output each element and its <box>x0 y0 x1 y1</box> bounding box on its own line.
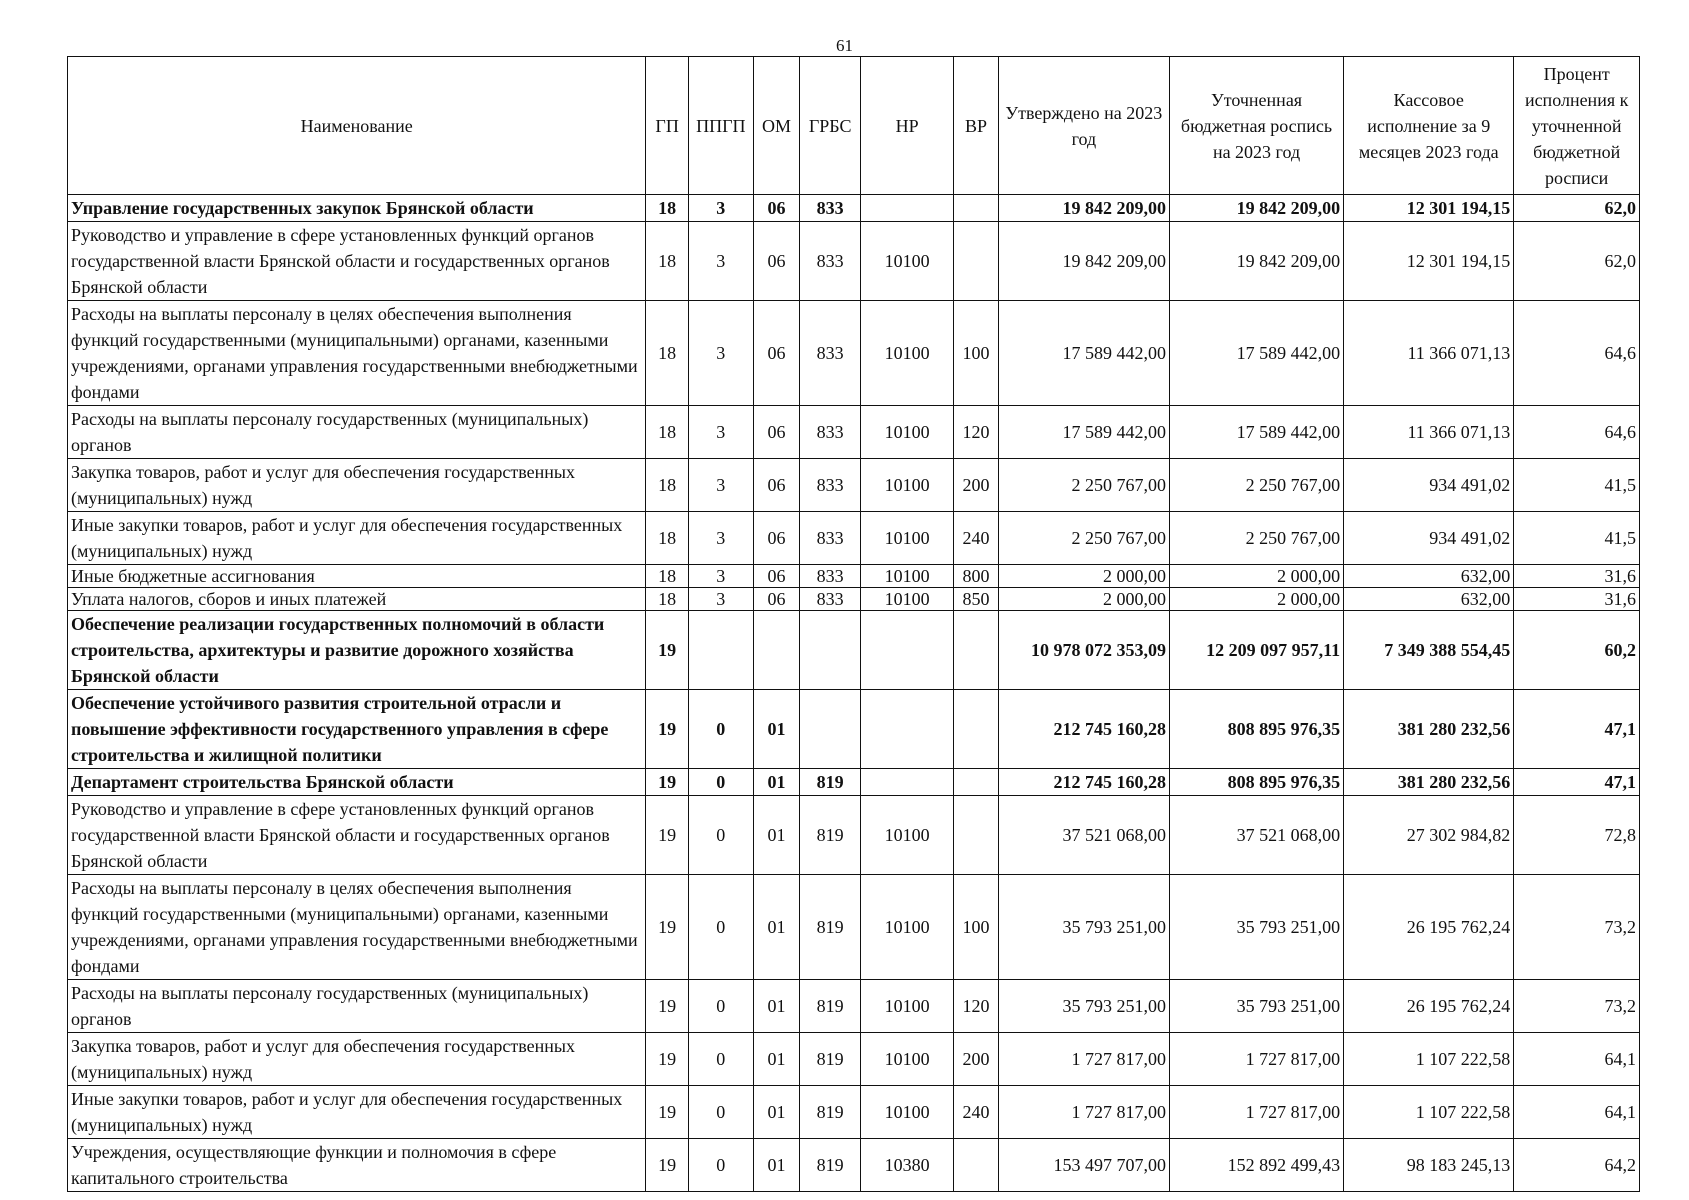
cell-ppgp: 3 <box>688 565 753 588</box>
cell-vr: 200 <box>954 459 999 512</box>
cell-refined: 17 589 442,00 <box>1169 301 1343 406</box>
cell-grbs: 819 <box>800 1033 861 1086</box>
table-row <box>68 565 1640 588</box>
cell-om: 01 <box>753 690 800 769</box>
table-row <box>68 769 1640 796</box>
cell-ppgp: 0 <box>688 1033 753 1086</box>
budget-table <box>67 56 1640 1192</box>
cell-name: Обеспечение устойчивого развития строительной отрасли и повышение эффективности государственного управления в сфере строительства и жилищной политики <box>68 690 646 769</box>
cell-ppgp: 3 <box>688 588 753 611</box>
cell-approved: 37 521 068,00 <box>998 796 1169 875</box>
cell-name: Расходы на выплаты персоналу государственных (муниципальных) органов <box>68 406 646 459</box>
cell-approved: 2 000,00 <box>998 588 1169 611</box>
cell-percent: 31,6 <box>1514 588 1640 611</box>
cell-om: 01 <box>753 1139 800 1192</box>
table-row <box>68 459 1640 512</box>
cell-name: Управление государственных закупок Брянской области <box>68 195 646 222</box>
cell-percent: 64,1 <box>1514 1086 1640 1139</box>
cell-ppgp: 3 <box>688 406 753 459</box>
cell-gp: 19 <box>646 1033 689 1086</box>
cell-nr: 10100 <box>861 459 954 512</box>
header-percent: Процент исполнения к уточненной бюджетной росписи <box>1514 57 1640 195</box>
cell-percent: 64,1 <box>1514 1033 1640 1086</box>
cell-ppgp: 0 <box>688 1139 753 1192</box>
cell-om: 01 <box>753 1086 800 1139</box>
cell-percent: 41,5 <box>1514 459 1640 512</box>
cell-refined: 1 727 817,00 <box>1169 1086 1343 1139</box>
cell-cash: 26 195 762,24 <box>1344 875 1514 980</box>
cell-nr: 10380 <box>861 1139 954 1192</box>
cell-ppgp: 0 <box>688 875 753 980</box>
cell-cash: 26 195 762,24 <box>1344 980 1514 1033</box>
cell-gp: 19 <box>646 875 689 980</box>
cell-name: Учреждения, осуществляющие функции и полномочия в сфере капитального строительства <box>68 1139 646 1192</box>
cell-cash: 1 107 222,58 <box>1344 1086 1514 1139</box>
cell-vr: 240 <box>954 512 999 565</box>
cell-gp: 18 <box>646 301 689 406</box>
cell-nr: 10100 <box>861 301 954 406</box>
cell-gp: 19 <box>646 980 689 1033</box>
cell-vr: 120 <box>954 980 999 1033</box>
cell-vr <box>954 195 999 222</box>
cell-cash: 934 491,02 <box>1344 512 1514 565</box>
cell-vr: 850 <box>954 588 999 611</box>
cell-cash: 12 301 194,15 <box>1344 222 1514 301</box>
cell-refined: 12 209 097 957,11 <box>1169 611 1343 690</box>
cell-ppgp: 3 <box>688 512 753 565</box>
header-nr: НР <box>861 57 954 195</box>
cell-grbs: 833 <box>800 512 861 565</box>
cell-name: Уплата налогов, сборов и иных платежей <box>68 588 646 611</box>
cell-approved: 19 842 209,00 <box>998 222 1169 301</box>
cell-vr: 100 <box>954 301 999 406</box>
cell-approved: 212 745 160,28 <box>998 769 1169 796</box>
cell-approved: 212 745 160,28 <box>998 690 1169 769</box>
cell-nr: 10100 <box>861 875 954 980</box>
cell-refined: 35 793 251,00 <box>1169 980 1343 1033</box>
cell-gp: 18 <box>646 512 689 565</box>
table-row <box>68 222 1640 301</box>
cell-name: Обеспечение реализации государственных полномочий в области строительства, архитектуры и развитие дорожного хозяйства Брянской области <box>68 611 646 690</box>
cell-ppgp: 3 <box>688 195 753 222</box>
cell-cash: 11 366 071,13 <box>1344 406 1514 459</box>
cell-grbs: 819 <box>800 875 861 980</box>
cell-approved: 35 793 251,00 <box>998 875 1169 980</box>
cell-vr: 100 <box>954 875 999 980</box>
cell-ppgp: 0 <box>688 1086 753 1139</box>
cell-nr: 10100 <box>861 1086 954 1139</box>
cell-om <box>753 611 800 690</box>
cell-gp: 19 <box>646 796 689 875</box>
cell-om: 06 <box>753 459 800 512</box>
cell-percent: 64,6 <box>1514 406 1640 459</box>
cell-approved: 2 000,00 <box>998 565 1169 588</box>
cell-refined: 2 250 767,00 <box>1169 512 1343 565</box>
cell-percent: 41,5 <box>1514 512 1640 565</box>
cell-percent: 60,2 <box>1514 611 1640 690</box>
cell-approved: 1 727 817,00 <box>998 1033 1169 1086</box>
cell-grbs: 819 <box>800 769 861 796</box>
cell-refined: 2 000,00 <box>1169 565 1343 588</box>
cell-ppgp: 0 <box>688 769 753 796</box>
cell-om: 06 <box>753 588 800 611</box>
cell-cash: 11 366 071,13 <box>1344 301 1514 406</box>
cell-grbs: 833 <box>800 222 861 301</box>
cell-grbs: 833 <box>800 301 861 406</box>
cell-cash: 632,00 <box>1344 565 1514 588</box>
cell-refined: 37 521 068,00 <box>1169 796 1343 875</box>
table-row <box>68 406 1640 459</box>
header-name: Наименование <box>68 57 646 195</box>
cell-percent: 64,2 <box>1514 1139 1640 1192</box>
cell-approved: 1 727 817,00 <box>998 1086 1169 1139</box>
cell-vr <box>954 690 999 769</box>
cell-refined: 2 250 767,00 <box>1169 459 1343 512</box>
cell-vr: 800 <box>954 565 999 588</box>
cell-gp: 18 <box>646 588 689 611</box>
cell-gp: 19 <box>646 769 689 796</box>
cell-refined: 2 000,00 <box>1169 588 1343 611</box>
cell-grbs: 819 <box>800 980 861 1033</box>
cell-grbs: 833 <box>800 588 861 611</box>
cell-approved: 2 250 767,00 <box>998 512 1169 565</box>
cell-nr: 10100 <box>861 588 954 611</box>
cell-approved: 19 842 209,00 <box>998 195 1169 222</box>
cell-om: 06 <box>753 565 800 588</box>
cell-name: Иные закупки товаров, работ и услуг для обеспечения государственных (муниципальных) нужд <box>68 512 646 565</box>
cell-approved: 10 978 072 353,09 <box>998 611 1169 690</box>
cell-refined: 17 589 442,00 <box>1169 406 1343 459</box>
cell-percent: 47,1 <box>1514 769 1640 796</box>
cell-ppgp: 3 <box>688 222 753 301</box>
page-number: 61 <box>836 36 853 55</box>
table-row <box>68 588 1640 611</box>
cell-gp: 18 <box>646 222 689 301</box>
cell-cash: 98 183 245,13 <box>1344 1139 1514 1192</box>
header-row <box>68 57 1640 195</box>
cell-vr <box>954 1139 999 1192</box>
cell-grbs: 819 <box>800 1086 861 1139</box>
cell-approved: 2 250 767,00 <box>998 459 1169 512</box>
cell-cash: 934 491,02 <box>1344 459 1514 512</box>
cell-ppgp: 0 <box>688 690 753 769</box>
cell-grbs: 819 <box>800 796 861 875</box>
cell-om: 01 <box>753 796 800 875</box>
header-gp: ГП <box>646 57 689 195</box>
cell-nr: 10100 <box>861 980 954 1033</box>
cell-ppgp: 3 <box>688 459 753 512</box>
table-row <box>68 690 1640 769</box>
header-vr: ВР <box>954 57 999 195</box>
header-approved: Утверждено на 2023 год <box>998 57 1169 195</box>
cell-gp: 19 <box>646 1086 689 1139</box>
cell-refined: 35 793 251,00 <box>1169 875 1343 980</box>
cell-grbs: 833 <box>800 406 861 459</box>
cell-name: Руководство и управление в сфере установленных функций органов государственной власти Брянской области и государственных органов Брянской области <box>68 796 646 875</box>
cell-gp: 18 <box>646 565 689 588</box>
cell-percent: 73,2 <box>1514 875 1640 980</box>
cell-om: 01 <box>753 980 800 1033</box>
table-row <box>68 796 1640 875</box>
table-row <box>68 301 1640 406</box>
cell-nr <box>861 195 954 222</box>
cell-name: Департамент строительства Брянской области <box>68 769 646 796</box>
cell-name: Закупка товаров, работ и услуг для обеспечения государственных (муниципальных) нужд <box>68 1033 646 1086</box>
cell-refined: 152 892 499,43 <box>1169 1139 1343 1192</box>
cell-gp: 19 <box>646 1139 689 1192</box>
cell-om: 06 <box>753 301 800 406</box>
cell-cash: 12 301 194,15 <box>1344 195 1514 222</box>
cell-gp: 19 <box>646 611 689 690</box>
cell-nr: 10100 <box>861 1033 954 1086</box>
cell-grbs <box>800 690 861 769</box>
cell-percent: 31,6 <box>1514 565 1640 588</box>
cell-ppgp <box>688 611 753 690</box>
cell-name: Иные закупки товаров, работ и услуг для обеспечения государственных (муниципальных) нужд <box>68 1086 646 1139</box>
cell-refined: 808 895 976,35 <box>1169 690 1343 769</box>
cell-refined: 19 842 209,00 <box>1169 222 1343 301</box>
cell-percent: 73,2 <box>1514 980 1640 1033</box>
cell-nr: 10100 <box>861 796 954 875</box>
cell-ppgp: 0 <box>688 796 753 875</box>
cell-gp: 18 <box>646 195 689 222</box>
cell-ppgp: 3 <box>688 301 753 406</box>
cell-percent: 62,0 <box>1514 195 1640 222</box>
cell-vr: 200 <box>954 1033 999 1086</box>
cell-nr: 10100 <box>861 222 954 301</box>
header-cash: Кассовое исполнение за 9 месяцев 2023 года <box>1344 57 1514 195</box>
cell-vr <box>954 611 999 690</box>
cell-name: Закупка товаров, работ и услуг для обеспечения государственных (муниципальных) нужд <box>68 459 646 512</box>
cell-percent: 72,8 <box>1514 796 1640 875</box>
cell-nr <box>861 690 954 769</box>
cell-om: 01 <box>753 875 800 980</box>
table-row <box>68 1033 1640 1086</box>
cell-name: Расходы на выплаты персоналу государственных (муниципальных) органов <box>68 980 646 1033</box>
cell-percent: 64,6 <box>1514 301 1640 406</box>
cell-name: Расходы на выплаты персоналу в целях обеспечения выполнения функций государственными (муниципальными) органами, казенными учреждениями, органами управления государственными внебюджетными фондами <box>68 301 646 406</box>
cell-om: 06 <box>753 222 800 301</box>
cell-name: Руководство и управление в сфере установленных функций органов государственной власти Брянской области и государственных органов Брянской области <box>68 222 646 301</box>
cell-gp: 18 <box>646 406 689 459</box>
cell-om: 06 <box>753 512 800 565</box>
cell-cash: 7 349 388 554,45 <box>1344 611 1514 690</box>
cell-ppgp: 0 <box>688 980 753 1033</box>
cell-grbs: 833 <box>800 459 861 512</box>
cell-nr: 10100 <box>861 565 954 588</box>
table-row <box>68 611 1640 690</box>
table-row <box>68 1139 1640 1192</box>
cell-grbs: 833 <box>800 565 861 588</box>
table-row <box>68 512 1640 565</box>
cell-nr: 10100 <box>861 406 954 459</box>
header-ppgp: ППГП <box>688 57 753 195</box>
cell-om: 06 <box>753 195 800 222</box>
cell-grbs: 819 <box>800 1139 861 1192</box>
header-refined: Уточненная бюджетная роспись на 2023 год <box>1169 57 1343 195</box>
cell-approved: 17 589 442,00 <box>998 301 1169 406</box>
cell-approved: 35 793 251,00 <box>998 980 1169 1033</box>
cell-cash: 632,00 <box>1344 588 1514 611</box>
cell-approved: 17 589 442,00 <box>998 406 1169 459</box>
cell-name: Расходы на выплаты персоналу в целях обеспечения выполнения функций государственными (муниципальными) органами, казенными учреждениями, органами управления государственными внебюджетными фондами <box>68 875 646 980</box>
cell-refined: 1 727 817,00 <box>1169 1033 1343 1086</box>
cell-name: Иные бюджетные ассигнования <box>68 565 646 588</box>
cell-nr <box>861 769 954 796</box>
cell-cash: 1 107 222,58 <box>1344 1033 1514 1086</box>
cell-cash: 381 280 232,56 <box>1344 690 1514 769</box>
cell-om: 06 <box>753 406 800 459</box>
table-row <box>68 1086 1640 1139</box>
cell-cash: 381 280 232,56 <box>1344 769 1514 796</box>
table-row <box>68 195 1640 222</box>
cell-cash: 27 302 984,82 <box>1344 796 1514 875</box>
cell-refined: 808 895 976,35 <box>1169 769 1343 796</box>
cell-approved: 153 497 707,00 <box>998 1139 1169 1192</box>
cell-grbs <box>800 611 861 690</box>
cell-vr <box>954 796 999 875</box>
cell-gp: 19 <box>646 690 689 769</box>
cell-nr: 10100 <box>861 512 954 565</box>
table-row <box>68 875 1640 980</box>
table-row <box>68 980 1640 1033</box>
header-grbs: ГРБС <box>800 57 861 195</box>
cell-percent: 47,1 <box>1514 690 1640 769</box>
cell-refined: 19 842 209,00 <box>1169 195 1343 222</box>
cell-nr <box>861 611 954 690</box>
cell-percent: 62,0 <box>1514 222 1640 301</box>
cell-grbs: 833 <box>800 195 861 222</box>
cell-vr <box>954 222 999 301</box>
cell-om: 01 <box>753 769 800 796</box>
cell-vr <box>954 769 999 796</box>
header-om: ОМ <box>753 57 800 195</box>
cell-vr: 120 <box>954 406 999 459</box>
cell-vr: 240 <box>954 1086 999 1139</box>
cell-gp: 18 <box>646 459 689 512</box>
cell-om: 01 <box>753 1033 800 1086</box>
